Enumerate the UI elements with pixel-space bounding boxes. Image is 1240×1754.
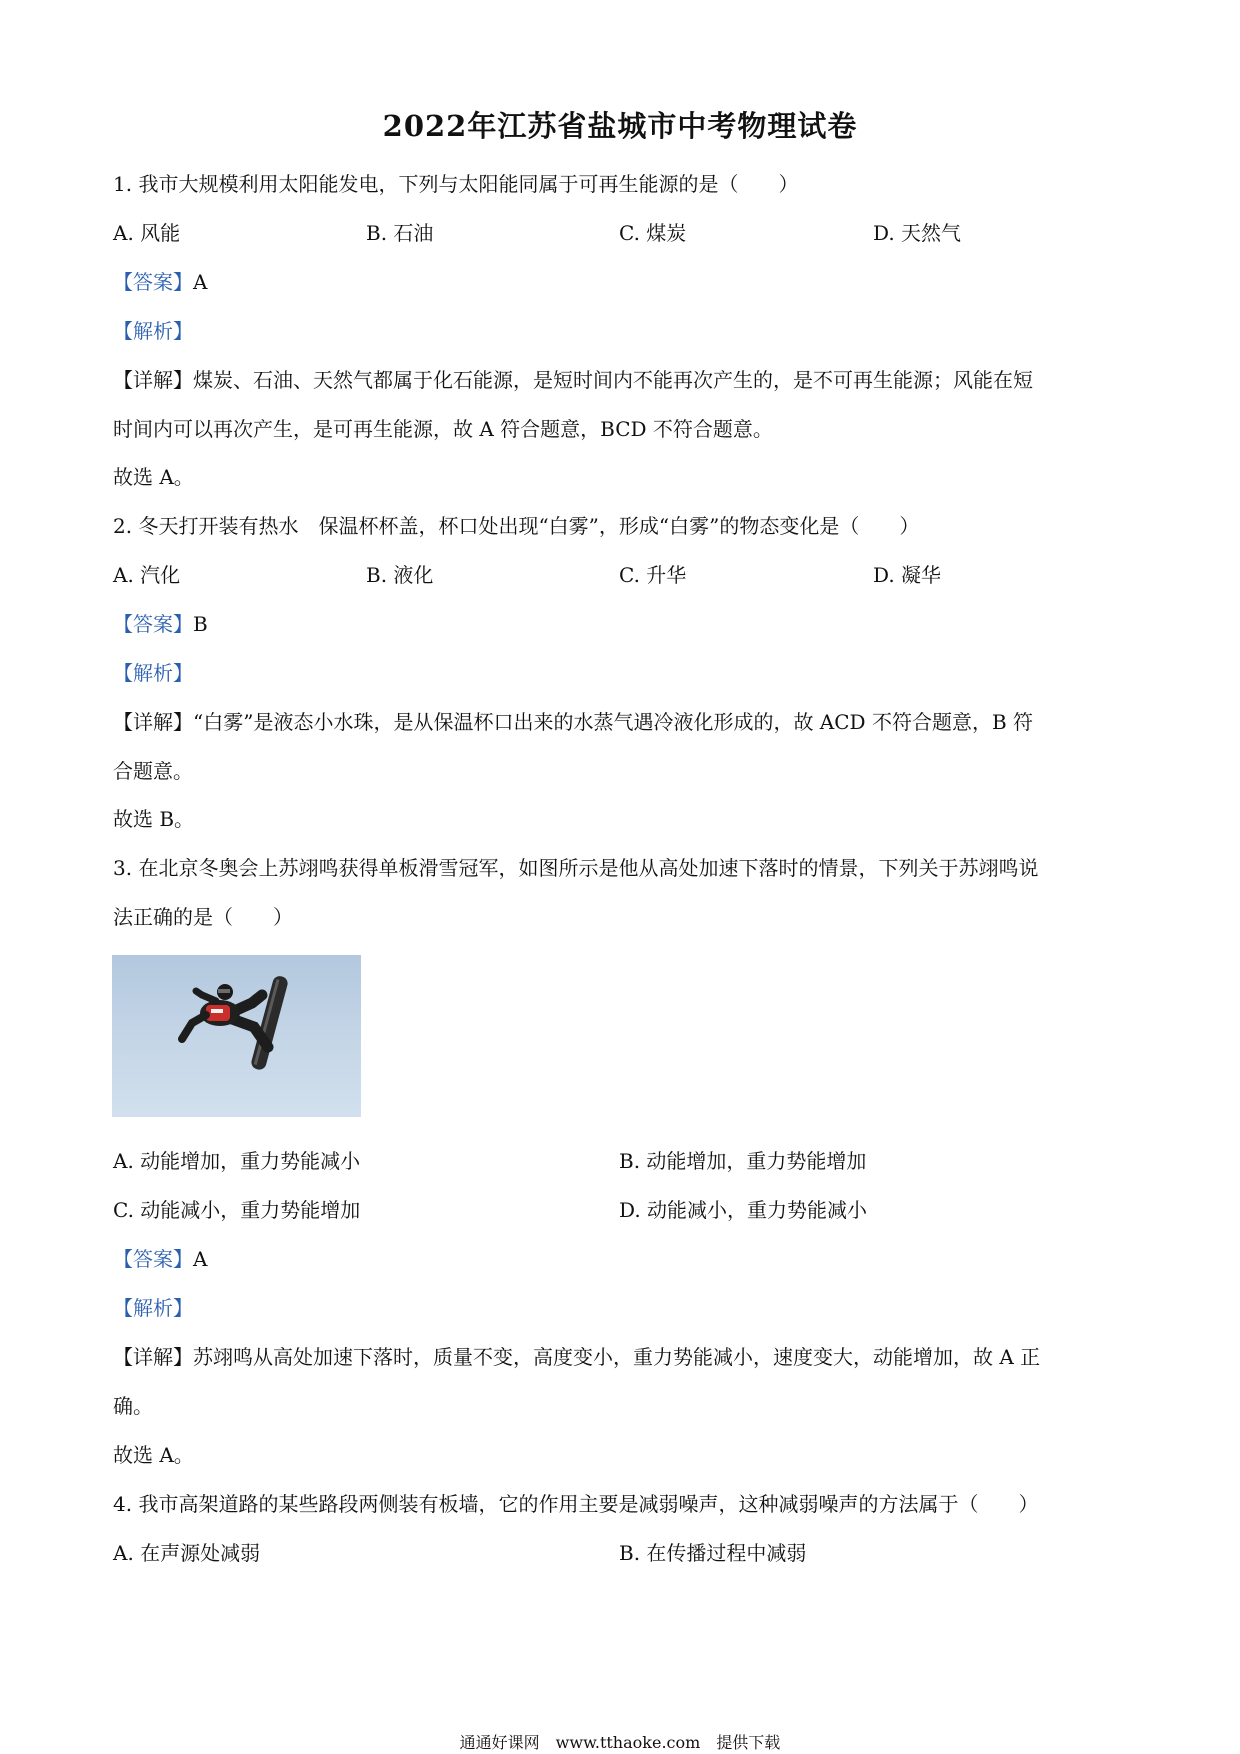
answer-value: A	[193, 1247, 208, 1271]
q3-option-b: B. 动能增加，重力势能增加	[619, 1149, 867, 1173]
detail-tag: 【详解】	[113, 1345, 193, 1369]
q1-option-a: A. 风能	[113, 221, 181, 245]
q3-conclusion: 故选 A。	[113, 1443, 194, 1467]
answer-tag: 【答案】	[113, 1247, 193, 1271]
q2-detail-line1	[113, 708, 1033, 736]
detail-text: “白雾”是液态小水珠，是从保温杯口出来的水蒸气遇冷液化形成的，故 ACD 不符合题意，B 符	[193, 710, 1033, 734]
answer-tag: 【答案】	[113, 612, 193, 636]
answer-value: B	[193, 612, 208, 636]
q2-answer	[113, 610, 208, 638]
detail-text: 苏翊鸣从高处加速下落时，质量不变，高度变小，重力势能减小，速度变大，动能增加，故 A 正	[193, 1345, 1041, 1369]
q3-detail-line1	[113, 1343, 1040, 1371]
q1-detail-line2: 时间内可以再次产生，是可再生能源，故 A 符合题意，BCD 不符合题意。	[113, 417, 773, 441]
q2-option-a: A. 汽化	[113, 563, 181, 587]
document-title: 2022年江苏省盐城市中考物理试卷	[382, 109, 858, 143]
detail-tag: 【详解】	[113, 710, 193, 734]
q2-stem: 2. 冬天打开装有热水 保温杯杯盖，杯口处出现“白雾”，形成“白雾”的物态变化是（ ）	[113, 514, 920, 538]
answer-tag: 【答案】	[113, 270, 193, 294]
q3-answer	[113, 1245, 207, 1273]
q1-option-c: C. 煤炭	[619, 221, 687, 245]
snowboarder-illustration	[112, 955, 361, 1117]
q3-analysis	[113, 1294, 193, 1322]
q1-stem: 1. 我市大规模利用太阳能发电，下列与太阳能同属于可再生能源的是（ ）	[113, 172, 799, 196]
answer-value: A	[193, 270, 208, 294]
detail-text: 煤炭、石油、天然气都属于化石能源，是短时间内不能再次产生的，是不可再生能源；风能在短	[193, 368, 1033, 392]
analysis-tag: 【解析】	[113, 1296, 193, 1320]
q3-stem-line1: 3. 在北京冬奥会上苏翊鸣获得单板滑雪冠军，如图所示是他从高处加速下落时的情景，下列关于苏翊鸣说	[113, 856, 1039, 880]
q1-option-b: B. 石油	[366, 221, 434, 245]
q2-analysis	[113, 659, 193, 687]
detail-tag: 【详解】	[113, 368, 193, 392]
q4-option-a: A. 在声源处减弱	[113, 1541, 261, 1565]
q2-option-b: B. 液化	[366, 563, 434, 587]
q2-option-c: C. 升华	[619, 563, 687, 587]
q4-option-b: B. 在传播过程中减弱	[619, 1541, 807, 1565]
snowboarder-photo	[112, 955, 361, 1117]
q1-conclusion: 故选 A。	[113, 465, 194, 489]
q3-option-c: C. 动能减小，重力势能增加	[113, 1198, 361, 1222]
q2-detail-line2: 合题意。	[113, 759, 193, 783]
q1-answer	[113, 268, 207, 296]
q3-stem-line2: 法正确的是（ ）	[113, 905, 293, 929]
q1-analysis	[113, 317, 193, 345]
q3-option-d: D. 动能减小，重力势能减小	[619, 1198, 868, 1222]
q3-detail-line2: 确。	[113, 1394, 153, 1418]
q4-stem: 4. 我市高架道路的某些路段两侧装有板墙，它的作用主要是减弱噪声，这种减弱噪声的方法属于（ ）	[113, 1492, 1039, 1516]
analysis-tag: 【解析】	[113, 661, 193, 685]
q2-conclusion: 故选 B。	[113, 807, 195, 831]
analysis-tag: 【解析】	[113, 319, 193, 343]
q1-detail-line1	[113, 366, 1033, 394]
q1-option-d: D. 天然气	[873, 221, 962, 245]
q3-option-a: A. 动能增加，重力势能减小	[113, 1149, 361, 1173]
footer-source-text: 通通好课网 www.tthaoke.com 提供下载	[459, 1733, 781, 1752]
q2-option-d: D. 凝华	[873, 563, 942, 587]
